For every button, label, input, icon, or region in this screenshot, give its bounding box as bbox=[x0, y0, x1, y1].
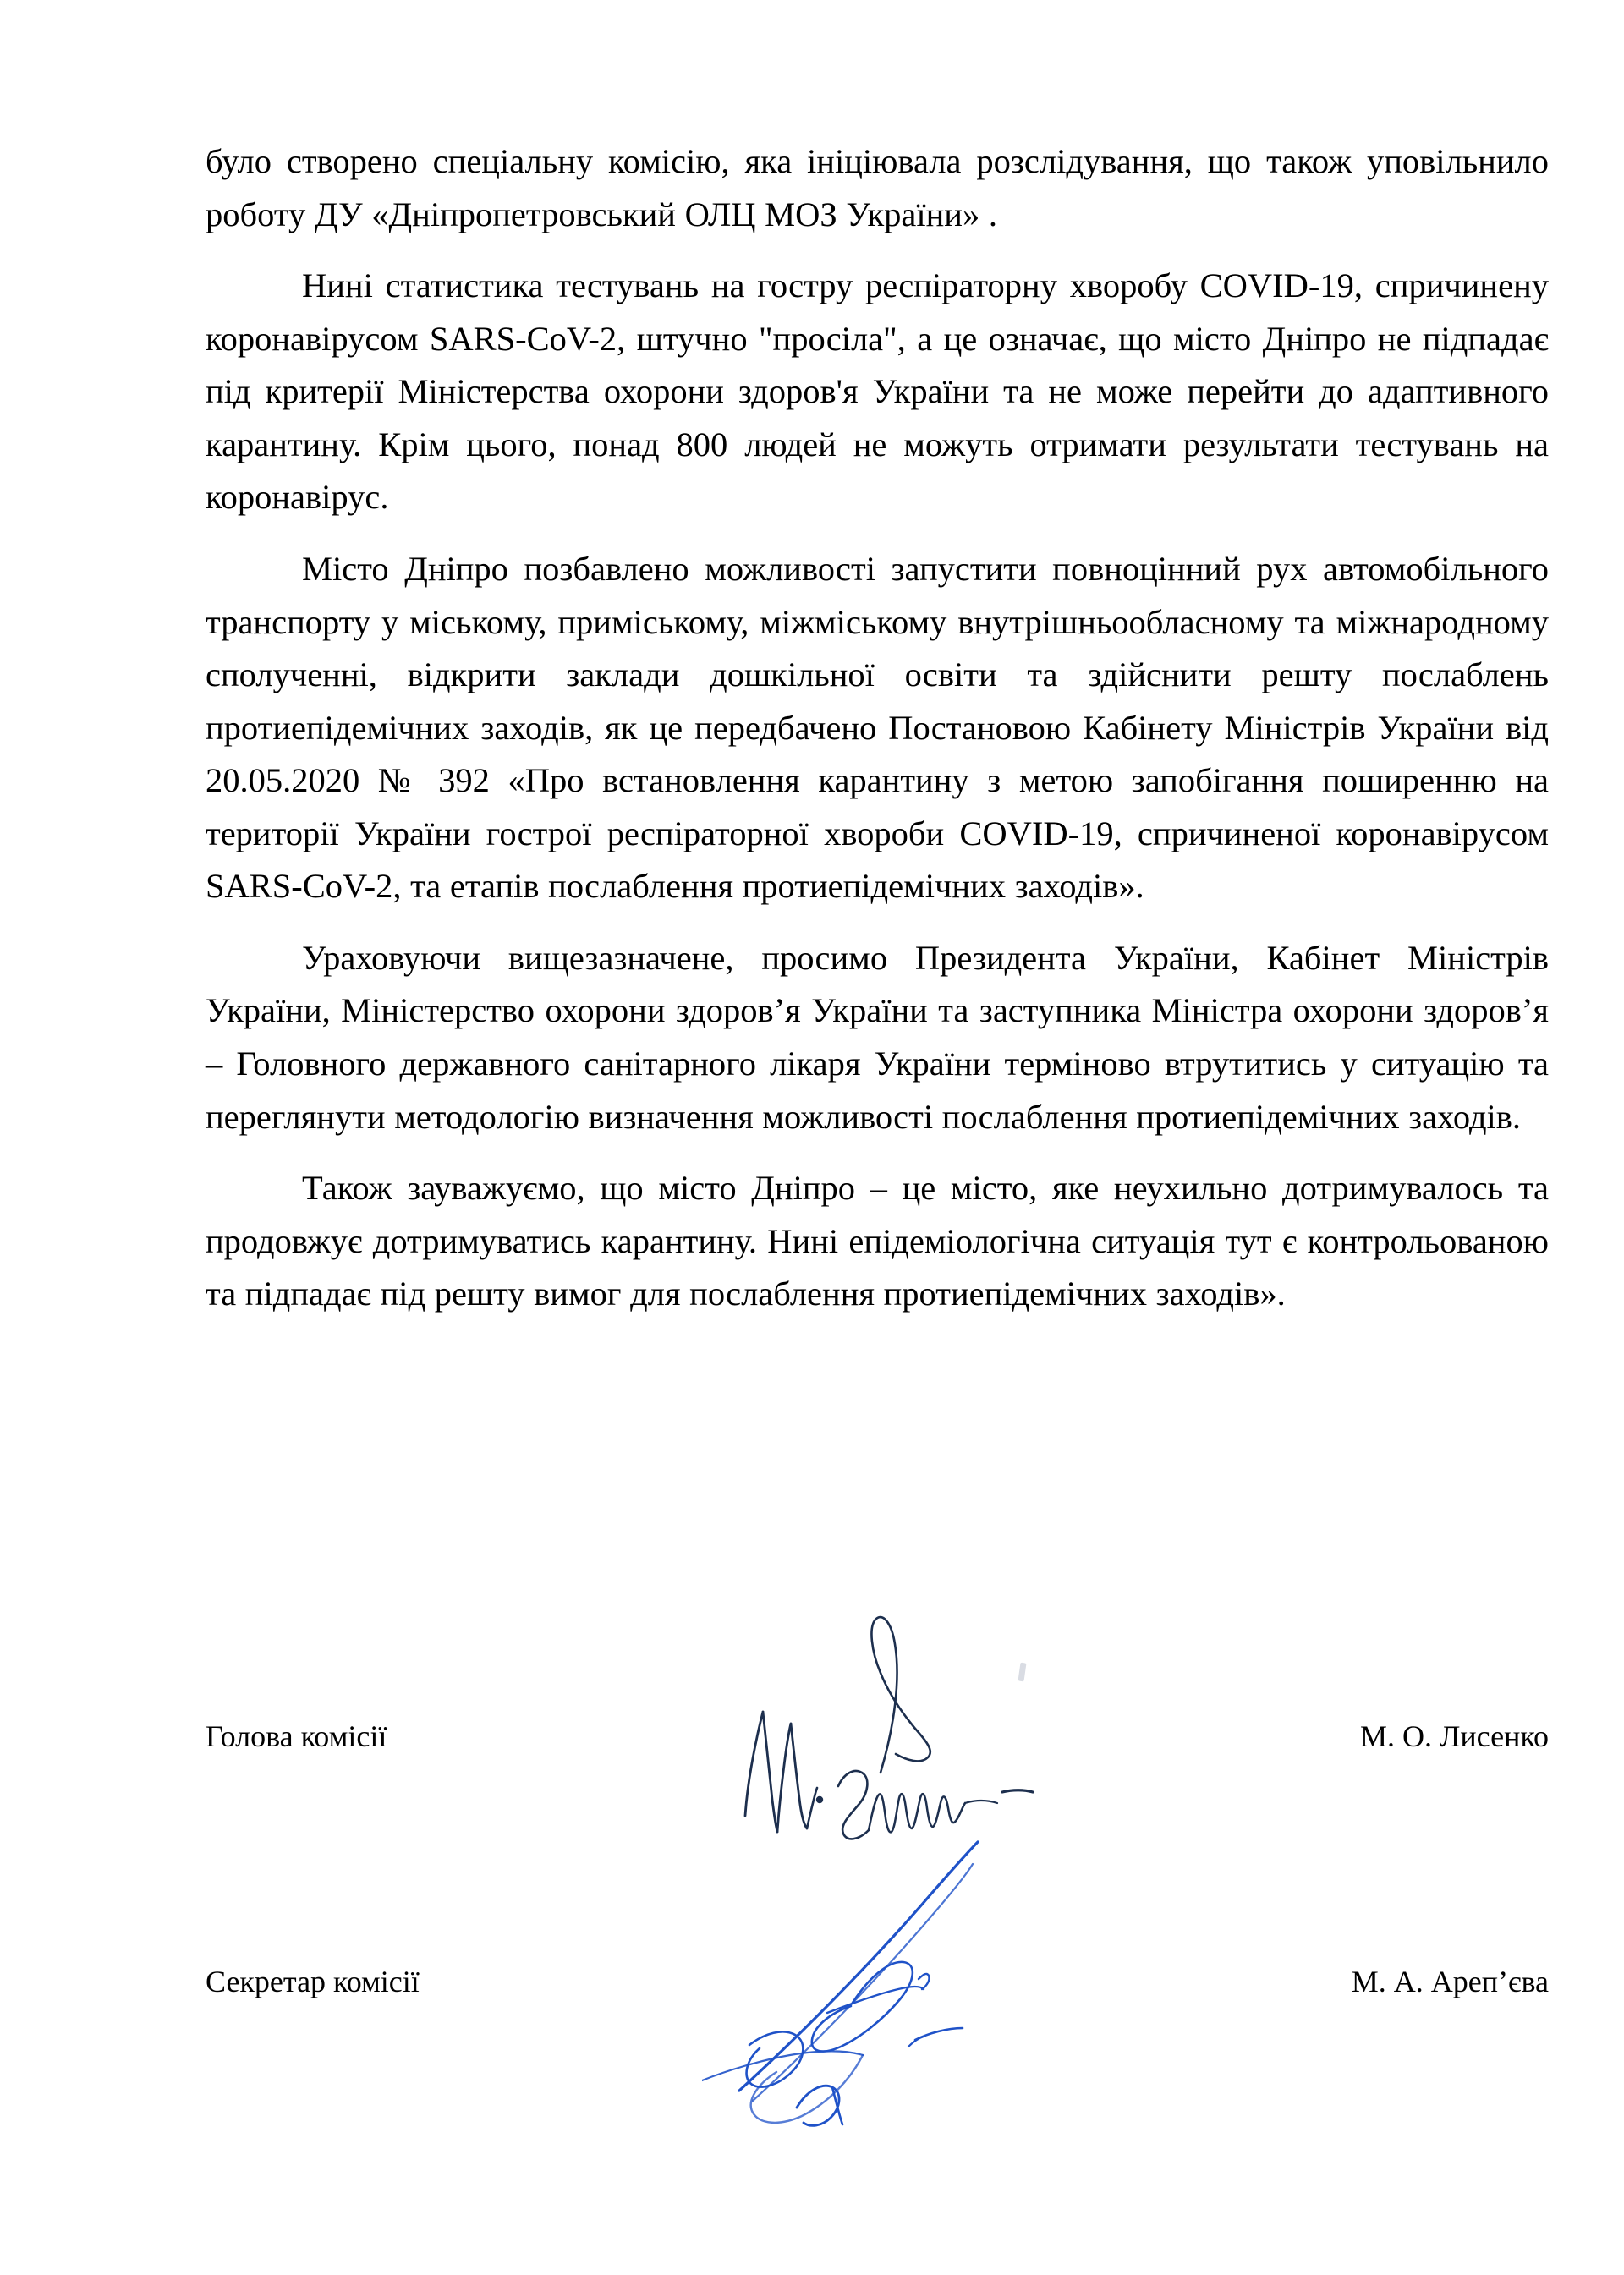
paragraph-5: Також зауважуємо, що місто Дніпро – це місто, яке неухильно дотримувалось та продовжує дотримуватись карантину. Нині епідеміологічна ситуація тут є контрольованою та підпадає під решту вимог для послаблення протиепідемічних заходів». bbox=[206, 1169, 1549, 1313]
document-body bbox=[206, 135, 1549, 1321]
signature-name-chair: М. О. Лисенко bbox=[1359, 1719, 1549, 1753]
signature-role-chair: Голова комісії bbox=[206, 1719, 387, 1753]
ink-speck bbox=[1018, 1663, 1027, 1682]
signature-name-secretary: М. А. Ареп’єва bbox=[1351, 1965, 1549, 1998]
paragraph-4: Ураховуючи вищезазначене, просимо Президента України, Кабінет Міністрів України, Міністерство охорони здоров’я України та заступника Міністра охорони здоров’я – Головного державного санітарного лікаря України терміново втрутитись у ситуацію та переглянути методологію визначення можливості послаблення протиепідемічних заходів. bbox=[206, 938, 1549, 1136]
paragraph-2: Нині статистика тестувань на гостру респіраторну хворобу COVID-19, спричинену коронавірусом SARS-CoV-2, штучно "просіла", а це означає, що місто Дніпро не підпадає під критерії Міністерства охорони здоров'я України та не може перейти до адаптивного карантину. Крім цього, понад 800 людей не можуть отримати результати тестувань на коронавірус. bbox=[206, 266, 1549, 517]
signature-role-secretary: Секретар комісії bbox=[206, 1965, 420, 1998]
paragraph-3: Місто Дніпро позбавлено можливості запустити повноцінний рух автомобільного транспорту у міському, приміському, міжміському внутрішньообласному та міжнародному сполученні, відкрити заклади дошкільної освіти та здійснити решту послаблень протиепідемічних заходів, як це передбачено Постановою Кабінету Міністрів України від 20.05.2020 № 392 «Про встановлення карантину з метою запобігання поширенню на території України гострої респіраторної хвороби COVID-19, спричиненої коронавірусом SARS-CoV-2, та етапів послаблення протиепідемічних заходів». bbox=[206, 549, 1549, 906]
paragraph-1: було створено спеціальну комісію, яка ініціювала розслідування, що також уповільнило роботу ДУ «Дніпропетровський ОЛЦ МОЗ України» . bbox=[206, 142, 1549, 233]
signature-block-secretary bbox=[206, 1964, 1549, 2065]
signature-block-chair bbox=[206, 1719, 1549, 1820]
